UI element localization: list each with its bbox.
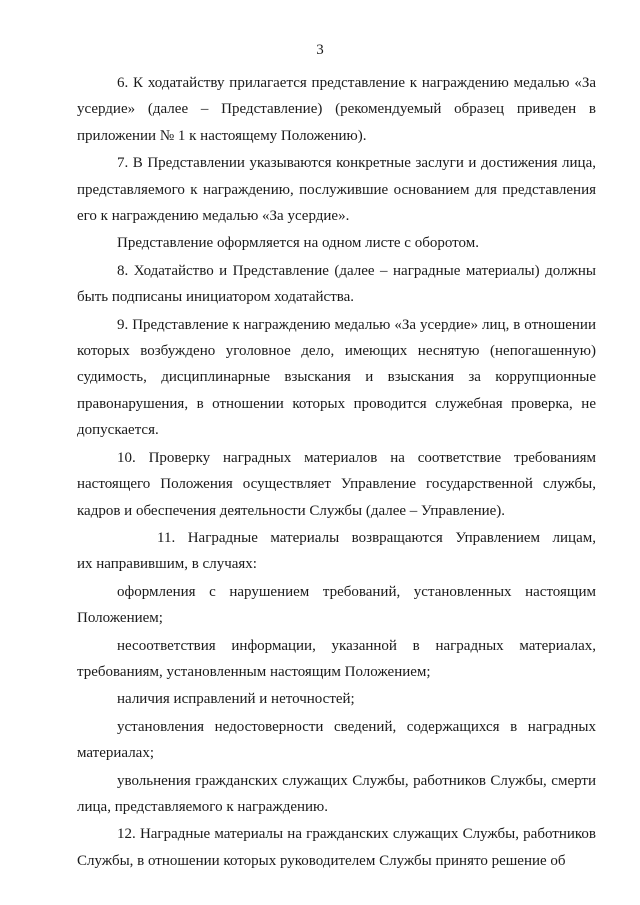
paragraph-11-item-3: наличия исправлений и неточностей;: [117, 691, 355, 708]
paragraph-11-lead-text: 11. Наградные материалы возвращаются Управлением лицам,: [157, 529, 596, 546]
paragraph-11-item-4: установления недостоверности сведений, содержащихся в наградных материалах;: [77, 718, 596, 762]
paragraph-11-item-5: увольнения гражданских служащих Службы, работников Службы, смерти лица, представляемого к награждению.: [77, 772, 596, 815]
paragraph-12: 12. Наградные материалы на гражданских служащих Службы, работников Службы, в отношении которых руководителем Службы принято решение об: [77, 826, 596, 869]
paragraph-11-lead: [77, 525, 596, 551]
page-number: 3: [316, 42, 324, 58]
paragraph-11-item-1: оформления с нарушением требований, установленных настоящим Положением;: [77, 583, 596, 627]
document-body: [77, 70, 596, 874]
paragraph-10: 10. Проверку наградных материалов на соответствие требованиям настоящего Положения осуществляет Управление государственной службы, кадров и обеспечения деятельности Службы (далее – Управление).: [77, 449, 596, 519]
paragraph-7: 7. В Представлении указываются конкретные заслуги и достижения лица, представляемого к награждению, послужившие основанием для представления его к награждению медалью «За усердие».: [77, 155, 596, 225]
paragraph-6: 6. К ходатайству прилагается представление к награждению медалью «За усердие» (далее – Представление) (рекомендуемый образец приведен в приложении № 1 к настоящему Положению).: [77, 75, 596, 144]
paragraph-7-continuation: Представление оформляется на одном листе с оборотом.: [117, 235, 479, 252]
paragraph-11-lead-continuation: их направившим, в случаях:: [77, 556, 257, 573]
paragraph-11-item-2: несоответствия информации, указанной в наградных материалах, требованиям, установленным настоящим Положением;: [77, 637, 596, 680]
paragraph-8: 8. Ходатайство и Представление (далее – наградные материалы) должны быть подписаны инициатором ходатайства.: [77, 262, 596, 306]
paragraph-9: 9. Представление к награждению медалью «За усердие» лиц, в отношении которых возбуждено уголовное дело, имеющих неснятую (непогашенную) судимость, дисциплинарные взыскания и взыскания за коррупционные правонарушения, в отношении которых проводится служебная проверка, не допускается.: [77, 316, 596, 439]
